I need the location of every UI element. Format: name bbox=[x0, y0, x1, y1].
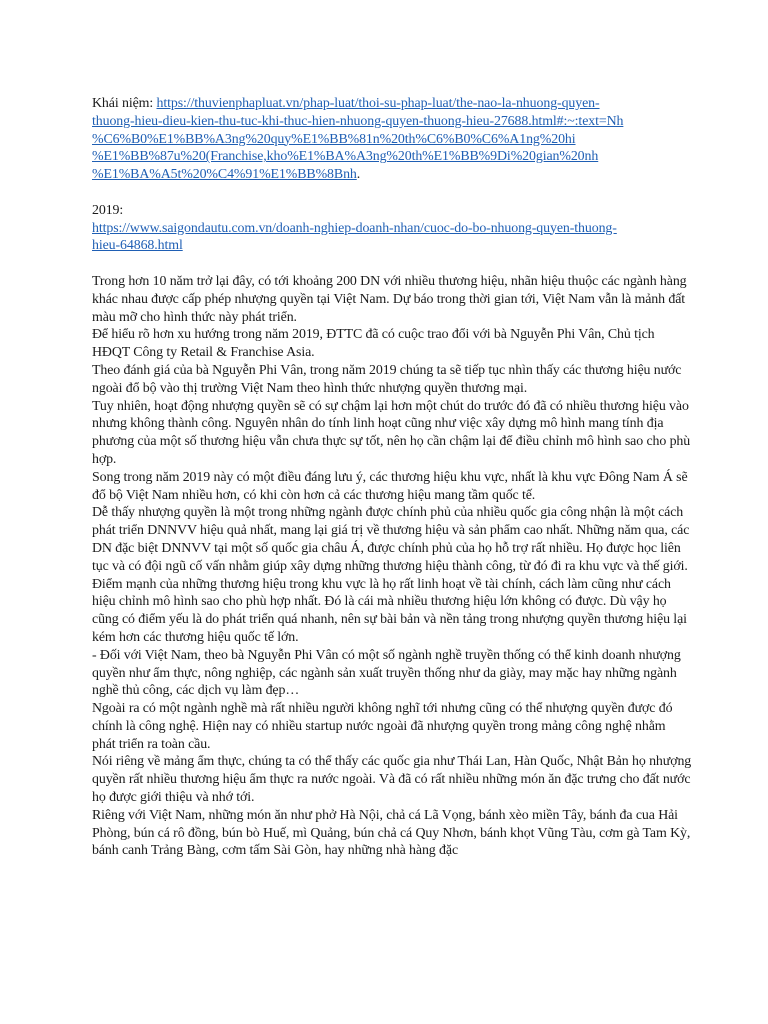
source-2019 bbox=[92, 202, 692, 255]
concept-link-line-4: %E1%BB%87u%20(Franchise,kho%E1%BA%A3ng%20th%E1%BB%9Di%20gian%20nh bbox=[92, 149, 599, 165]
document-body bbox=[92, 95, 692, 860]
spacer bbox=[92, 184, 692, 202]
paragraph: Nói riêng về mảng ẩm thực, chúng ta có thể thấy các quốc gia như Thái Lan, Hàn Quốc, Nhật Bản họ nhượng quyền rất nhiều thương hiệu ẩm thực ra nước ngoài. Và đã có rất nhiều những món ăn đặc trưng cho đất nước họ được giới thiệu và nhớ tới. bbox=[92, 754, 692, 806]
paragraph: Dễ thấy nhượng quyền là một trong những ngành được chính phủ của nhiều quốc gia công nhận là một cách phát triển DNNVV hiệu quả nhất, mang lại giá trị về thương hiệu và sản phẩm cao nhất. Những năm qua, các DN đặc biệt DNNVV tại một số quốc gia châu Á, được chính phủ của họ hỗ trợ rất nhiều. Họ được học liên tục và có đội ngũ cố vấn nhằm giúp xây dựng những thương hiệu thành công, từ đó đi ra khu vực và thế giới. bbox=[92, 505, 690, 574]
paragraph: Điểm mạnh của những thương hiệu trong khu vực là họ rất linh hoạt về tài chính, cách làm cũng như cách hiệu chỉnh mô hình sao cho phù hợp nhất. Đó là cái mà nhiều thương hiệu lớn không có được. Dù vậy họ cũng có điểm yếu là do phát triển quá nhanh, nên sự bài bản và nền tảng trong nhượng quyền thương hiệu lại kém hơn các thương hiệu quốc tế lớn. bbox=[92, 576, 687, 645]
concept-link-line-3: %C6%B0%E1%BB%A3ng%20quy%E1%BB%81n%20th%C6%B0%C6%A1ng%20hi bbox=[92, 131, 576, 147]
source-2019-link-line-2: hieu-64868.html bbox=[92, 238, 183, 254]
concept-link-line-1: https://thuvienphapluat.vn/phap-luat/thoi-su-phap-luat/the-nao-la-nhuong-quyen- bbox=[156, 96, 600, 111]
paragraph: Riêng với Việt Nam, những món ăn như phở Hà Nội, chả cá Lã Vọng, bánh xèo miền Tây, bánh đa cua Hải Phòng, bún cá rô đồng, bún bò Huế, mì Quảng, bún chả cá Quy Nhơn, bánh khọt Vũng Tàu, cơm gà Tam Kỳ, bánh canh Trảng Bàng, cơm tấm Sài Gòn, hay những nhà hàng đặc bbox=[92, 807, 691, 859]
paragraph: Tuy nhiên, hoạt động nhượng quyền sẽ có sự chậm lại hơn một chút do trước đó đã có nhiều thương hiệu vào nhưng không thành công. Nguyên nhân do tính linh hoạt cũng như việc xây dựng mô hình mang tính địa phương của một số thương hiệu vẫn chưa thực sự tốt, nên họ cần chậm lại để điều chỉnh mô hình sao cho phù hợp. bbox=[92, 398, 691, 467]
paragraph: Trong hơn 10 năm trở lại đây, có tới khoảng 200 DN với nhiều thương hiệu, nhãn hiệu thuộc các ngành hàng khác nhau được cấp phép nhượng quyền tại Việt Nam. Dự báo trong thời gian tới, Việt Nam vẫn là mảnh đất màu mỡ cho hình thức này phát triển. bbox=[92, 273, 687, 325]
concept-suffix: . bbox=[356, 167, 361, 183]
source-2019-label: 2019: bbox=[92, 202, 124, 218]
concept-link-line-2: thuong-hieu-dieu-kien-thu-tuc-khi-thuc-hien-nhuong-quyen-thuong-hieu-27688.html#:~:text=Nh bbox=[92, 113, 624, 129]
paragraph: Theo đánh giá của bà Nguyễn Phi Vân, trong năm 2019 chúng ta sẽ tiếp tục nhìn thấy các thương hiệu nước ngoài đổ bộ vào thị trường Việt Nam theo hình thức nhượng quyền thương mại. bbox=[92, 362, 682, 396]
concept-link-line-5: %E1%BA%A5t%20%C4%91%E1%BB%8Bnh bbox=[92, 167, 357, 183]
source-2019-link[interactable] bbox=[92, 221, 617, 254]
paragraph: Ngoài ra có một ngành nghề mà rất nhiều người không nghĩ tới nhưng cũng có thể nhượng quyền được đó chính là công nghệ. Hiện nay có nhiều startup nước ngoài đã nhượng quyền trong mảng công nghệ nhằm phát triển ra toàn cầu. bbox=[92, 701, 673, 752]
concept-line bbox=[92, 95, 692, 184]
source-2019-link-line-1: https://www.saigondautu.com.vn/doanh-nghiep-doanh-nhan/cuoc-do-bo-nhuong-quyen-thuong- bbox=[92, 220, 617, 236]
paragraph: Song trong năm 2019 này có một điều đáng lưu ý, các thương hiệu khu vực, nhất là khu vực Đông Nam Á sẽ đổ bộ Việt Nam nhiều hơn, có khi còn hơn cả các thương hiệu mang tầm quốc tế. bbox=[92, 469, 688, 503]
paragraph: - Đối với Việt Nam, theo bà Nguyễn Phi Vân có một số ngành nghề truyền thống có thể kinh doanh nhượng quyền như ẩm thực, nông nghiệp, các ngành sản xuất truyền thống như da giày, may mặc hay những ngành nghề thủ công, các dịch vụ làm đẹp… bbox=[92, 647, 681, 699]
spacer bbox=[92, 255, 692, 273]
concept-label: Khái niệm: bbox=[92, 96, 157, 111]
paragraph: Để hiểu rõ hơn xu hướng trong năm 2019, ĐTTC đã có cuộc trao đổi với bà Nguyễn Phi Vân, Chủ tịch HĐQT Công ty Retail & Franchise Asia. bbox=[92, 327, 655, 361]
